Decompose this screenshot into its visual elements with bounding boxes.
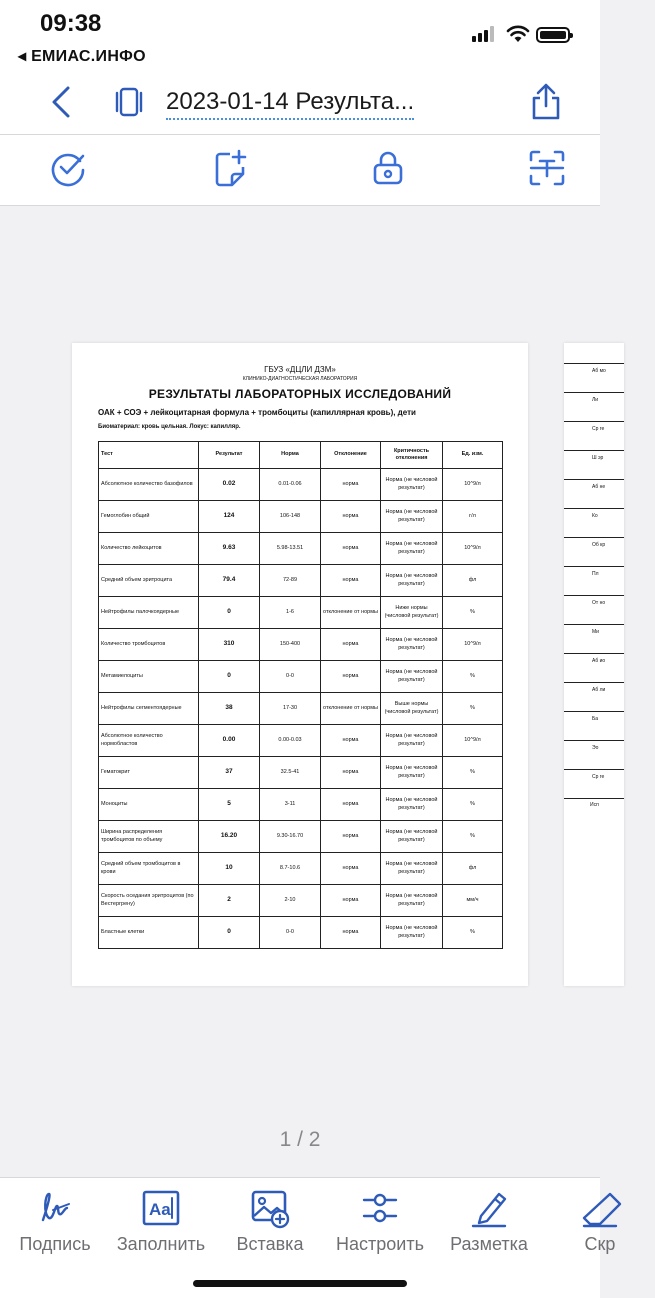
fill-label: Заполнить — [116, 1234, 206, 1254]
scan-text-icon[interactable] — [528, 149, 566, 187]
table-cell: 0.01-0.06 — [260, 469, 321, 501]
table-header: Ед. изм. — [443, 442, 503, 469]
lock-icon[interactable] — [370, 149, 406, 187]
table-cell: фл — [443, 565, 503, 597]
table-cell: норма — [321, 821, 381, 853]
table-cell: мм/ч — [443, 885, 503, 917]
page2-row: Аб ли — [564, 683, 624, 712]
table-cell: Норма (не числовой результат) — [381, 789, 443, 821]
table-cell: 124 — [199, 501, 260, 533]
table-row — [99, 917, 503, 949]
table-cell: норма — [321, 629, 381, 661]
page2-row: Аб ио — [564, 654, 624, 683]
checkmark-circle-icon[interactable] — [50, 149, 86, 187]
page2-row: Аб мо — [564, 364, 624, 393]
insert-label: Вставка — [236, 1234, 304, 1254]
table-cell: фл — [443, 853, 503, 885]
svg-text:Aa: Aa — [149, 1200, 171, 1219]
table-cell: Гемоглобин общий — [99, 501, 199, 533]
table-cell: 3-11 — [260, 789, 321, 821]
battery-icon — [536, 27, 570, 43]
table-header: Результат — [199, 442, 260, 469]
table-cell: 5 — [199, 789, 260, 821]
cellular-signal-icon — [472, 26, 496, 42]
table-row — [99, 789, 503, 821]
table-cell: норма — [321, 757, 381, 789]
table-cell: 9.63 — [199, 533, 260, 565]
table-row — [99, 629, 503, 661]
table-cell: % — [443, 597, 503, 629]
signature-button[interactable] — [0, 1188, 110, 1255]
table-cell: Ниже нормы (числовой результат) — [381, 597, 443, 629]
table-cell: Абсолютное количество базофилов — [99, 469, 199, 501]
page2-row: Ср ге — [564, 770, 624, 799]
table-cell: 37 — [199, 757, 260, 789]
page2-row: Об кр — [564, 538, 624, 567]
table-cell: 106-148 — [260, 501, 321, 533]
table-cell: 38 — [199, 693, 260, 725]
page2-row: От но — [564, 596, 624, 625]
table-cell: норма — [321, 853, 381, 885]
table-cell: Ширина распределения тромбоцитов по объему — [99, 821, 199, 853]
sliders-icon — [360, 1188, 400, 1228]
table-cell: 72-89 — [260, 565, 321, 597]
page2-row: Аб не — [564, 480, 624, 509]
table-cell: Норма (не числовой результат) — [381, 565, 443, 597]
table-row — [99, 821, 503, 853]
table-cell: Норма (не числовой результат) — [381, 885, 443, 917]
navigation-bar — [0, 70, 600, 135]
table-row — [99, 853, 503, 885]
status-time: 09:38 — [40, 10, 102, 37]
table-row — [99, 501, 503, 533]
adjust-button[interactable] — [325, 1188, 435, 1255]
hide-label: Скр — [584, 1234, 616, 1254]
table-cell: % — [443, 917, 503, 949]
lab-name: КЛИНИКО-ДИАГНОСТИЧЕСКАЯ ЛАБОРАТОРИЯ — [242, 376, 358, 382]
table-row — [99, 757, 503, 789]
page2-footer: Исп — [590, 802, 599, 808]
table-cell: Бластные клетки — [99, 917, 199, 949]
table-cell: Выше нормы (числовой результат) — [381, 693, 443, 725]
biomaterial-line: Биоматериал: кровь цельная. Локус: капилляр. — [98, 424, 241, 430]
table-row — [99, 533, 503, 565]
add-page-icon[interactable] — [212, 149, 248, 189]
table-row — [99, 597, 503, 629]
wifi-icon — [506, 24, 530, 44]
page2-row: Ли — [564, 393, 624, 422]
fill-button[interactable] — [106, 1188, 216, 1255]
table-cell: Количество тромбоцитов — [99, 629, 199, 661]
table-cell: 2 — [199, 885, 260, 917]
table-cell: 0 — [199, 917, 260, 949]
signature-label: Подпись — [19, 1234, 91, 1254]
text-fill-icon — [141, 1188, 181, 1228]
table-cell: отклонение от нормы — [321, 597, 381, 629]
table-cell: норма — [321, 917, 381, 949]
table-cell: Абсолютное количество нормобластов — [99, 725, 199, 757]
table-cell: Норма (не числовой результат) — [381, 853, 443, 885]
lab-results-table — [98, 441, 503, 949]
table-cell: 0-0 — [260, 917, 321, 949]
table-cell: Норма (не числовой результат) — [381, 757, 443, 789]
table-cell: 9.30-16.70 — [260, 821, 321, 853]
table-cell: норма — [321, 789, 381, 821]
table-cell: Метамиелоциты — [99, 661, 199, 693]
table-cell: Норма (не числовой результат) — [381, 533, 443, 565]
page2-row: Ми — [564, 625, 624, 654]
table-cell: Норма (не числовой результат) — [381, 725, 443, 757]
table-cell: Норма (не числовой результат) — [381, 469, 443, 501]
table-cell: г/л — [443, 501, 503, 533]
table-cell: 0.02 — [199, 469, 260, 501]
table-cell: 32.5-41 — [260, 757, 321, 789]
report-title: РЕЗУЛЬТАТЫ ЛАБОРАТОРНЫХ ИССЛЕДОВАНИЙ — [148, 387, 452, 401]
table-cell: 16.20 — [199, 821, 260, 853]
eraser-icon — [580, 1188, 620, 1228]
table-cell: Норма (не числовой результат) — [381, 629, 443, 661]
table-row — [99, 885, 503, 917]
insert-button[interactable] — [215, 1188, 325, 1255]
table-row — [99, 725, 503, 757]
table-cell: % — [443, 821, 503, 853]
table-cell: 150-400 — [260, 629, 321, 661]
table-cell: 17-30 — [260, 693, 321, 725]
pdf-page-1[interactable] — [72, 343, 528, 986]
table-header: Норма — [260, 442, 321, 469]
page2-row: Ш эр — [564, 451, 624, 480]
table-cell: норма — [321, 885, 381, 917]
table-cell: 8.7-10.6 — [260, 853, 321, 885]
table-cell: Скорость оседания эритроцитов (по Вестергрену) — [99, 885, 199, 917]
table-row — [99, 661, 503, 693]
org-name: ГБУЗ «ДЦЛИ ДЗМ» — [264, 365, 336, 374]
table-cell: норма — [321, 501, 381, 533]
document-tools-row — [0, 135, 600, 206]
document-title[interactable]: 2023-01-14 Результа... — [166, 88, 414, 120]
page2-row: Ба — [564, 712, 624, 741]
adjust-label: Настроить — [336, 1234, 424, 1254]
table-cell: 10 — [199, 853, 260, 885]
table-cell: 10^9/л — [443, 533, 503, 565]
table-header: Тест — [99, 442, 199, 469]
table-cell: норма — [321, 469, 381, 501]
table-cell: Нейтрофилы сегментоядерные — [99, 693, 199, 725]
table-cell: % — [443, 693, 503, 725]
table-row — [99, 469, 503, 501]
table-cell: 10^9/л — [443, 629, 503, 661]
pdf-page-2[interactable] — [564, 343, 624, 986]
table-cell: норма — [321, 725, 381, 757]
table-cell: норма — [321, 533, 381, 565]
page2-row: Пл — [564, 567, 624, 596]
page2-row: Ср ге — [564, 422, 624, 451]
report-subtitle: ОАК + СОЭ + лейкоцитарная формула + тромбоциты (капиллярная кровь), дети — [98, 408, 416, 417]
table-cell: 0.00 — [199, 725, 260, 757]
table-row — [99, 693, 503, 725]
table-cell: норма — [321, 661, 381, 693]
table-cell: 10^9/л — [443, 469, 503, 501]
table-cell: Нейтрофилы палочкоядерные — [99, 597, 199, 629]
table-cell: Норма (не числовой результат) — [381, 661, 443, 693]
table-header: Критичность отклонения — [381, 442, 443, 469]
home-indicator — [193, 1280, 407, 1287]
table-cell: % — [443, 757, 503, 789]
table-cell: 0-0 — [260, 661, 321, 693]
table-cell: 0.00-0.03 — [260, 725, 321, 757]
back-to-app-link[interactable]: ◂ ЕМИАС.ИНФО — [18, 48, 146, 65]
table-cell: 2-10 — [260, 885, 321, 917]
table-row — [99, 565, 503, 597]
pen-icon — [469, 1188, 509, 1228]
markup-button[interactable] — [434, 1188, 544, 1255]
table-cell: 5.98-13.51 — [260, 533, 321, 565]
table-cell: Средний объем тромбоцитов в крови — [99, 853, 199, 885]
table-cell: % — [443, 661, 503, 693]
page2-row: Эо — [564, 741, 624, 770]
table-header: Отклонение — [321, 442, 381, 469]
markup-label: Разметка — [450, 1234, 528, 1254]
table-cell: Норма (не числовой результат) — [381, 821, 443, 853]
share-icon[interactable] — [528, 82, 564, 122]
status-bar — [0, 0, 600, 70]
table-cell: 0 — [199, 597, 260, 629]
page-indicator: 1 / 2 — [279, 1128, 321, 1151]
table-cell: 79.4 — [199, 565, 260, 597]
table-cell: 0 — [199, 661, 260, 693]
back-chevron-icon[interactable] — [46, 84, 78, 120]
hide-button[interactable] — [545, 1188, 655, 1255]
table-cell: Норма (не числовой результат) — [381, 917, 443, 949]
table-cell: Моноциты — [99, 789, 199, 821]
table-cell: норма — [321, 565, 381, 597]
page2-row: Ко — [564, 509, 624, 538]
table-cell: % — [443, 789, 503, 821]
table-cell: Гематокрит — [99, 757, 199, 789]
table-cell: 10^9/л — [443, 725, 503, 757]
table-cell: Норма (не числовой результат) — [381, 501, 443, 533]
document-pages-icon[interactable] — [112, 86, 146, 118]
signature-icon — [35, 1188, 75, 1228]
table-cell: Средний объем эритроцита — [99, 565, 199, 597]
insert-image-icon — [250, 1188, 290, 1228]
table-cell: отклонение от нормы — [321, 693, 381, 725]
table-cell: 310 — [199, 629, 260, 661]
table-cell: Количество лейкоцитов — [99, 533, 199, 565]
table-cell: 1-6 — [260, 597, 321, 629]
